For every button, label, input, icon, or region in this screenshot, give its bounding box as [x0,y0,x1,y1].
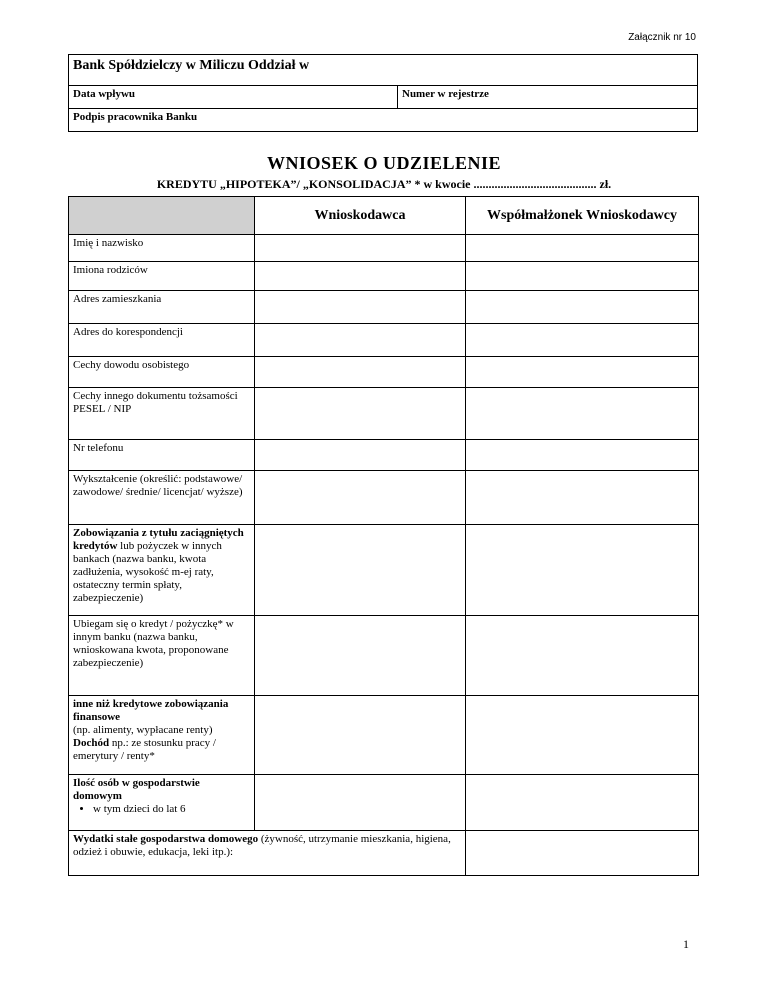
spouse-loans-cell[interactable] [466,525,699,616]
expenses-label-bold: Wydatki stałe gospodarstwa domowego [73,833,259,845]
spouse-other-id-cell[interactable] [466,388,699,440]
date-received-field[interactable]: Data wpływu [69,86,398,109]
household-label-bold: Ilość osób w gospodarstwie domowym [73,777,200,802]
employee-signature-field[interactable]: Podpis pracownika Banku [69,109,698,132]
application-table [68,196,699,876]
applicant-obligations-cell[interactable] [255,696,466,775]
row-household-label [69,775,255,831]
applicant-phone-cell[interactable] [255,440,466,471]
pesel-nip-label: PESEL / NIP [73,403,132,415]
income-label-bold: Dochód [73,737,110,749]
applicant-household-cell[interactable] [255,775,466,831]
form-subtitle: KREDYTU „HIPOTEKA”/ „KONSOLIDACJA” * w kwocie ......................................... zł. [156,177,612,191]
spouse-id-card-cell[interactable] [466,357,699,388]
applicant-name-cell[interactable] [255,235,466,262]
expenses-cell[interactable] [466,831,699,876]
corner-cell [69,197,255,235]
spouse-address-cell[interactable] [466,291,699,324]
col-applicant: Wnioskodawca [255,197,466,235]
row-expenses-label [69,831,466,876]
applicant-id-card-cell[interactable] [255,357,466,388]
spouse-other-bank-cell[interactable] [466,616,699,696]
row-correspondence-label: Adres do korespondencji [69,324,255,357]
obligations-label-rest: (np. alimenty, wypłacane renty) [73,724,213,736]
applicant-parents-cell[interactable] [255,262,466,291]
applicant-other-bank-cell[interactable] [255,616,466,696]
bank-title: Bank Spółdzielczy w Miliczu Oddział w [69,55,698,86]
row-address-label: Adres zamieszkania [69,291,255,324]
row-other-bank-label: Ubiegam się o kredyt / pożyczkę* w innym banku (nazwa banku, wnioskowana kwota, proponowane zabezpieczenie) [69,616,255,696]
children-under-6-label: • w tym dzieci do lat 6 [93,803,250,816]
row-loans-label [69,525,255,616]
applicant-address-cell[interactable] [255,291,466,324]
expenses-label-rest: (żywność, utrzymanie mieszkania, higiena, odzież i obuwie, edukacja, leki itp.): [73,833,451,858]
spouse-name-cell[interactable] [466,235,699,262]
spouse-household-cell[interactable] [466,775,699,831]
col-spouse: Współmałżonek Wnioskodawcy [466,197,699,235]
spouse-phone-cell[interactable] [466,440,699,471]
obligations-label-bold: inne niż kredytowe zobowiązania finansowe [73,698,229,723]
bank-header-table [68,54,698,132]
spouse-education-cell[interactable] [466,471,699,525]
applicant-correspondence-cell[interactable] [255,324,466,357]
row-obligations-income-label [69,696,255,775]
row-parents-label: Imiona rodziców [69,262,255,291]
applicant-education-cell[interactable] [255,471,466,525]
annex-label: Załącznik nr 10 [628,32,696,43]
row-education-label: Wykształcenie (określić: podstawowe/ zawodowe/ średnie/ licencjat/ wyższe) [69,471,255,525]
spouse-parents-cell[interactable] [466,262,699,291]
applicant-other-id-cell[interactable] [255,388,466,440]
row-other-id-label [69,388,255,440]
loans-label-rest: lub pożyczek w innych bankach (nazwa banku, kwota zadłużenia, wysokość m-ej raty, ostateczny termin spłaty, zabezpieczenie) [73,540,222,604]
spouse-correspondence-cell[interactable] [466,324,699,357]
applicant-loans-cell[interactable] [255,525,466,616]
register-number-field[interactable]: Numer w rejestrze [398,86,698,109]
other-id-label: Cechy innego dokumentu tożsamości [73,390,238,402]
spouse-obligations-cell[interactable] [466,696,699,775]
form-title: WNIOSEK O UDZIELENIE [266,153,502,173]
row-phone-label: Nr telefonu [69,440,255,471]
income-label-rest: np.: ze stosunku pracy / emerytury / renty* [73,737,216,762]
page-number: 1 [683,937,689,951]
row-name-label: Imię i nazwisko [69,235,255,262]
loans-label-bold: Zobowiązania z tytułu zaciągniętych kredytów [73,527,244,552]
row-id-card-label: Cechy dowodu osobistego [69,357,255,388]
